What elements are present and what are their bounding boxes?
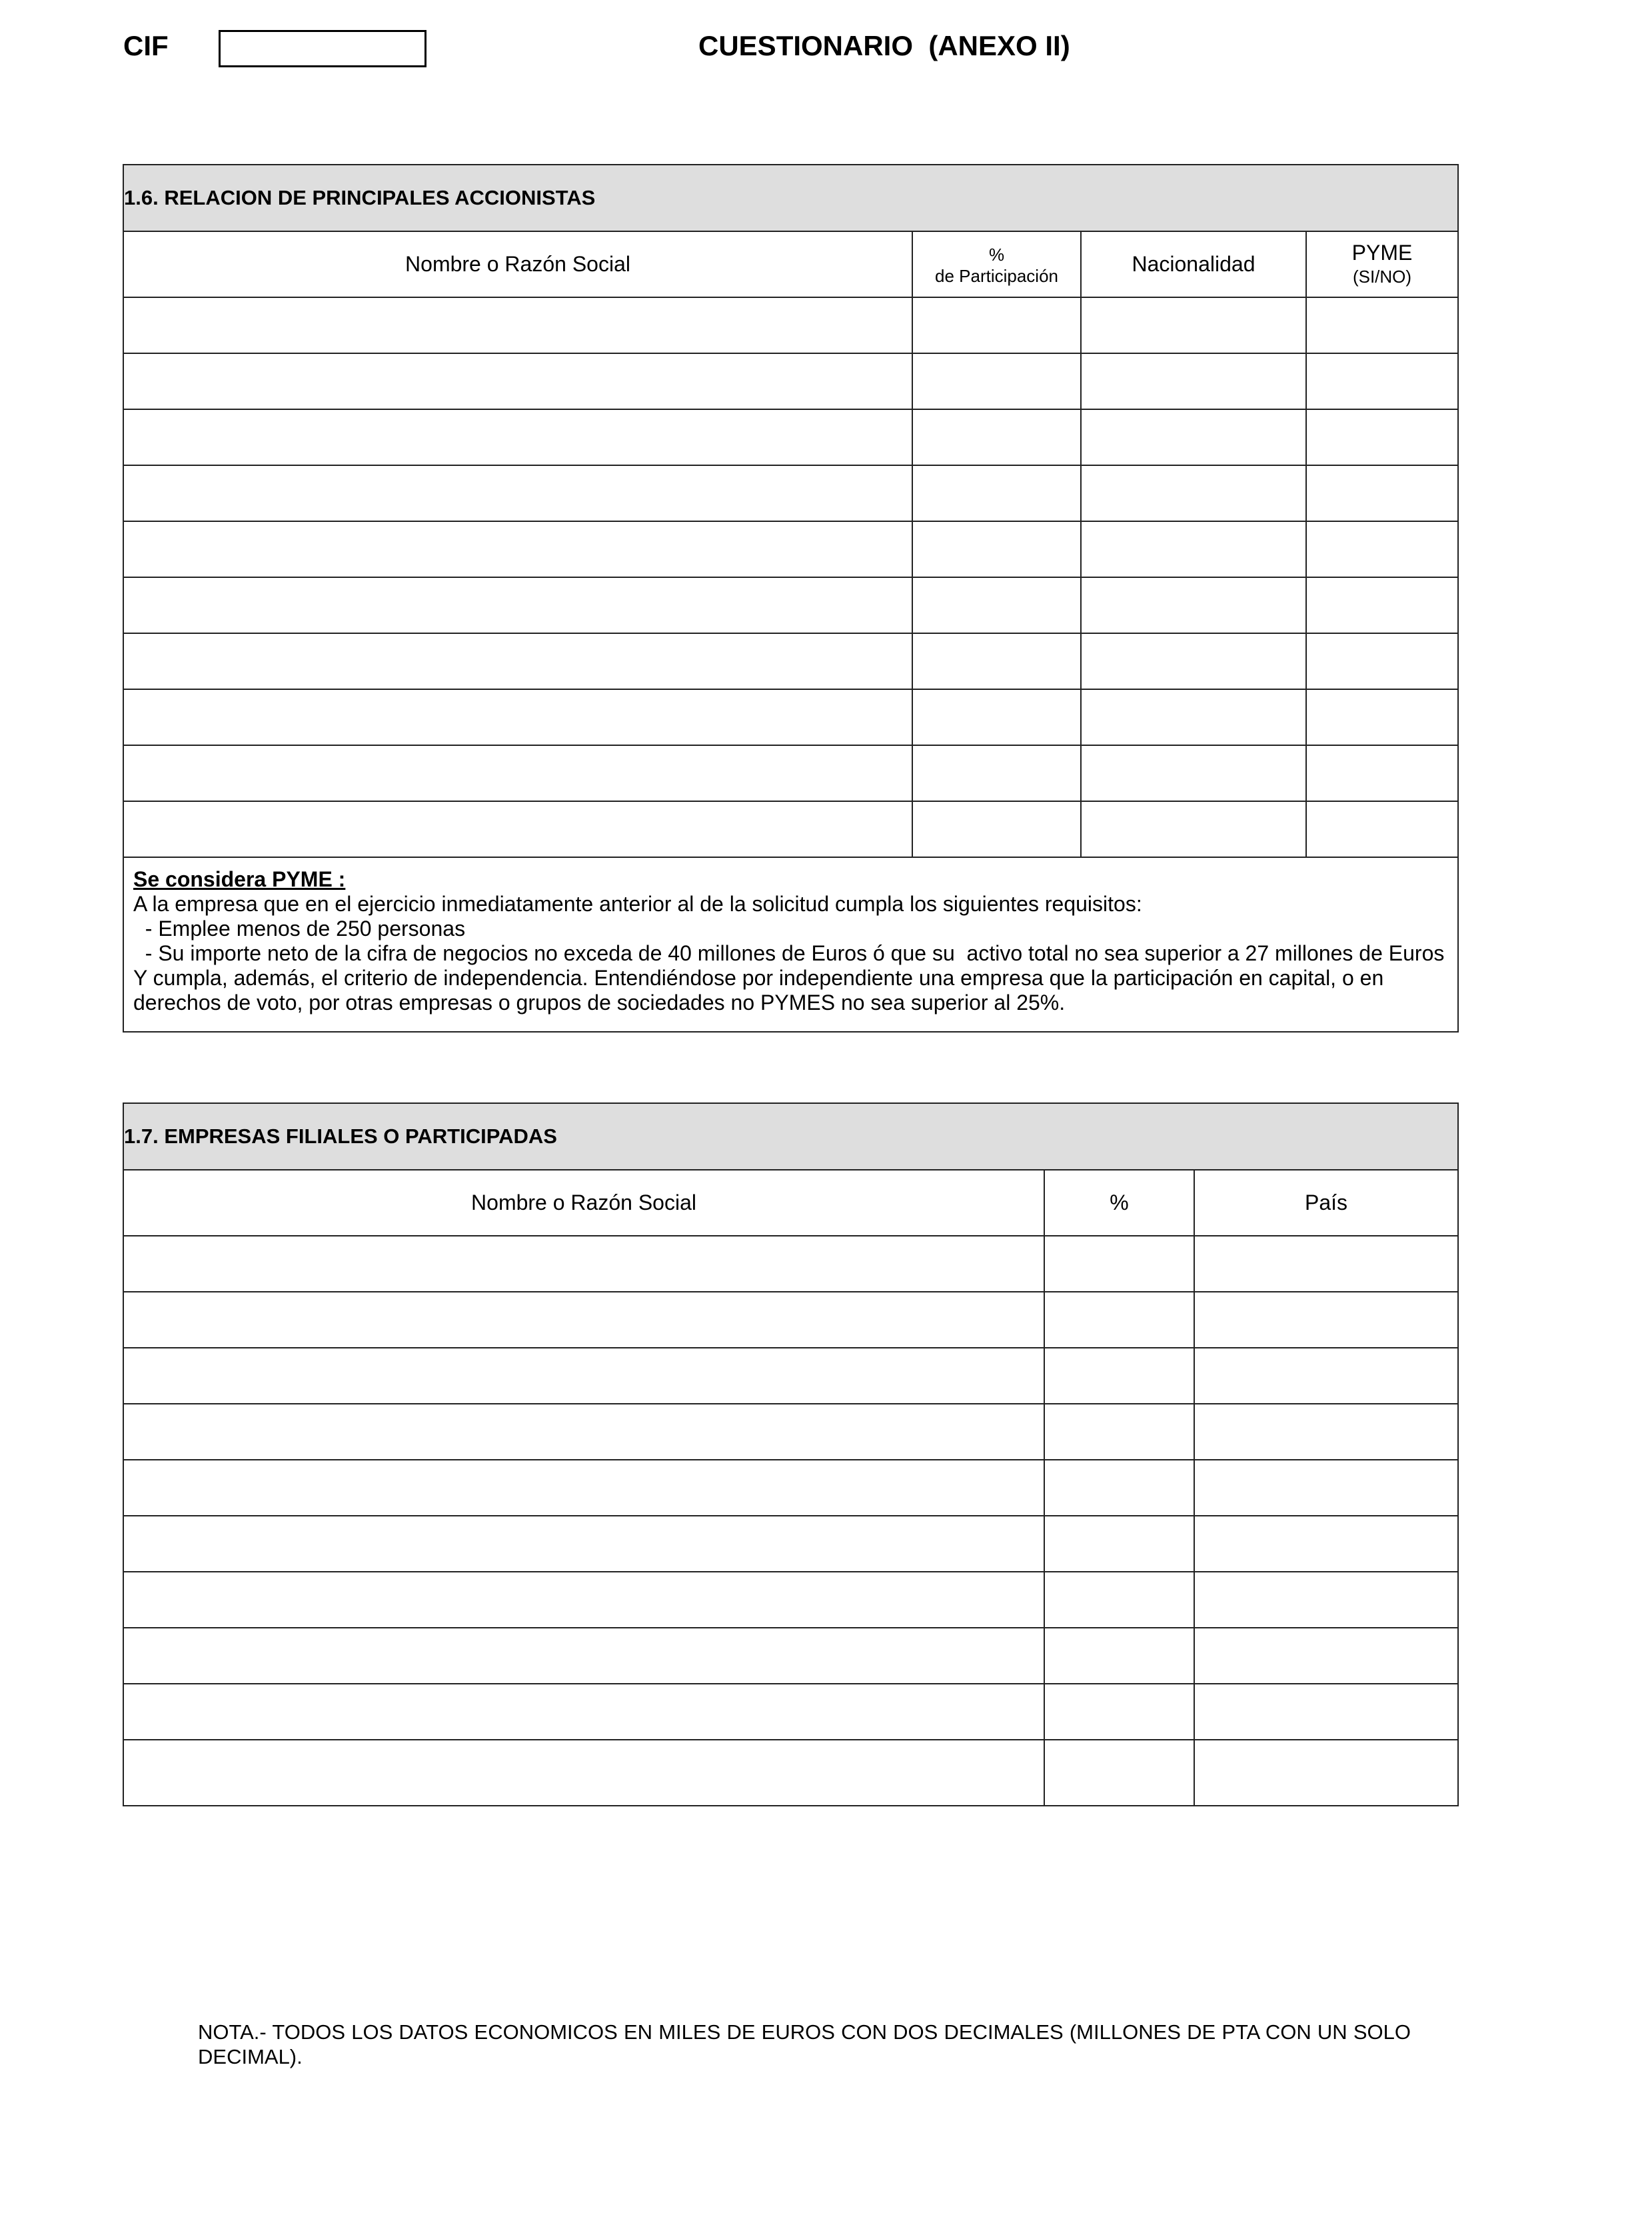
pyme-note-closing: Y cumpla, además, el criterio de independencia. Entendiéndose por independiente una empresa que la participación en capital, o en derechos de voto, por otras empresas o grupos de sociedades no PYMES no sea superior al 25%. (133, 966, 1384, 1015)
percentage-cell[interactable] (912, 745, 1081, 801)
pyme-note-item-1: - Emplee menos de 250 personas (133, 917, 466, 941)
pyme-cell[interactable] (1306, 689, 1458, 745)
table-row (123, 1740, 1458, 1806)
country-cell[interactable] (1194, 1572, 1458, 1628)
table-row (123, 801, 1458, 857)
country-cell[interactable] (1194, 1236, 1458, 1292)
pyme-cell[interactable] (1306, 353, 1458, 409)
pyme-note-intro: A la empresa que en el ejercicio inmediatamente anterior al de la solicitud cumpla los siguientes requisitos: (133, 892, 1142, 916)
name-cell[interactable] (123, 1628, 1044, 1684)
percentage-cell[interactable] (912, 297, 1081, 353)
cif-label: CIF (123, 30, 169, 61)
percentage-cell[interactable] (1044, 1404, 1194, 1460)
name-cell[interactable] (123, 801, 912, 857)
nationality-cell[interactable] (1081, 353, 1306, 409)
name-cell[interactable] (123, 1292, 1044, 1348)
pyme-cell[interactable] (1306, 745, 1458, 801)
name-cell[interactable] (123, 1404, 1044, 1460)
table-row (123, 297, 1458, 353)
percentage-cell[interactable] (912, 521, 1081, 577)
nationality-cell[interactable] (1081, 521, 1306, 577)
table-row (123, 745, 1458, 801)
name-cell[interactable] (123, 689, 912, 745)
column-header-nationality: Nacionalidad (1081, 231, 1306, 297)
name-cell[interactable] (123, 297, 912, 353)
subsidiaries-table (123, 1103, 1459, 1806)
pyme-note-title: Se considera PYME : (133, 867, 346, 891)
percentage-cell[interactable] (1044, 1684, 1194, 1740)
name-cell[interactable] (123, 521, 912, 577)
nationality-cell[interactable] (1081, 465, 1306, 521)
percentage-cell[interactable] (912, 801, 1081, 857)
percentage-cell[interactable] (1044, 1292, 1194, 1348)
percentage-cell[interactable] (1044, 1516, 1194, 1572)
percentage-cell[interactable] (1044, 1460, 1194, 1516)
percentage-cell[interactable] (912, 577, 1081, 633)
section-1-7-title: 1.7. EMPRESAS FILIALES O PARTICIPADAS (123, 1103, 1458, 1170)
table-row (123, 1516, 1458, 1572)
percent-label: de Participación (935, 265, 1058, 286)
country-cell[interactable] (1194, 1348, 1458, 1404)
pyme-cell[interactable] (1306, 297, 1458, 353)
percentage-cell[interactable] (1044, 1740, 1194, 1806)
name-cell[interactable] (123, 1236, 1044, 1292)
nationality-cell[interactable] (1081, 577, 1306, 633)
nationality-cell[interactable] (1081, 297, 1306, 353)
pyme-cell[interactable] (1306, 801, 1458, 857)
section-1-6-title: 1.6. RELACION DE PRINCIPALES ACCIONISTAS (123, 165, 1458, 231)
country-cell[interactable] (1194, 1684, 1458, 1740)
percentage-cell[interactable] (912, 633, 1081, 689)
nationality-cell[interactable] (1081, 409, 1306, 465)
percentage-cell[interactable] (1044, 1236, 1194, 1292)
pyme-cell[interactable] (1306, 633, 1458, 689)
table-row (123, 409, 1458, 465)
table-row (123, 1348, 1458, 1404)
pyme-cell[interactable] (1306, 409, 1458, 465)
table-row (123, 1572, 1458, 1628)
pyme-cell[interactable] (1306, 577, 1458, 633)
name-cell[interactable] (123, 1684, 1044, 1740)
percentage-cell[interactable] (1044, 1572, 1194, 1628)
table-row (123, 521, 1458, 577)
column-header-percentage: % (1044, 1170, 1194, 1236)
name-cell[interactable] (123, 465, 912, 521)
name-cell[interactable] (123, 353, 912, 409)
country-cell[interactable] (1194, 1628, 1458, 1684)
name-cell[interactable] (123, 577, 912, 633)
name-cell[interactable] (123, 1460, 1044, 1516)
pyme-cell[interactable] (1306, 465, 1458, 521)
percent-symbol: % (988, 244, 1005, 265)
pyme-definition-note (123, 857, 1458, 1032)
nationality-cell[interactable] (1081, 633, 1306, 689)
table-row (123, 633, 1458, 689)
table-row (123, 1460, 1458, 1516)
country-cell[interactable] (1194, 1740, 1458, 1806)
name-cell[interactable] (123, 409, 912, 465)
country-cell[interactable] (1194, 1404, 1458, 1460)
percentage-cell[interactable] (1044, 1628, 1194, 1684)
column-header-name: Nombre o Razón Social (123, 231, 912, 297)
pyme-label: PYME (1351, 240, 1413, 265)
table-row (123, 353, 1458, 409)
percentage-cell[interactable] (1044, 1348, 1194, 1404)
shareholders-table (123, 164, 1459, 1033)
table-row (123, 1236, 1458, 1292)
nationality-cell[interactable] (1081, 801, 1306, 857)
column-header-pyme (1306, 231, 1458, 297)
pyme-note-item-2: - Su importe neto de la cifra de negocios no exceda de 40 millones de Euros ó que su activo total no sea superior a 27 millones de Euros (133, 941, 1445, 965)
percentage-cell[interactable] (912, 409, 1081, 465)
nationality-cell[interactable] (1081, 689, 1306, 745)
name-cell[interactable] (123, 745, 912, 801)
pyme-cell[interactable] (1306, 521, 1458, 577)
percentage-cell[interactable] (912, 465, 1081, 521)
table-row (123, 465, 1458, 521)
column-header-percentage (912, 231, 1081, 297)
name-cell[interactable] (123, 633, 912, 689)
country-cell[interactable] (1194, 1516, 1458, 1572)
pyme-sublabel: (SI/NO) (1352, 266, 1412, 287)
table-row (123, 1404, 1458, 1460)
table-row (123, 1684, 1458, 1740)
table-row (123, 1628, 1458, 1684)
name-cell[interactable] (123, 1572, 1044, 1628)
country-cell[interactable] (1194, 1460, 1458, 1516)
table-row (123, 577, 1458, 633)
table-row (123, 689, 1458, 745)
percentage-cell[interactable] (912, 689, 1081, 745)
name-cell[interactable] (123, 1740, 1044, 1806)
country-cell[interactable] (1194, 1292, 1458, 1348)
cif-input-box[interactable] (219, 30, 426, 67)
nationality-cell[interactable] (1081, 745, 1306, 801)
document-title: CUESTIONARIO (ANEXO II) (698, 30, 1070, 61)
column-header-country: País (1194, 1170, 1458, 1236)
economic-data-note: NOTA.- TODOS LOS DATOS ECONOMICOS EN MILES DE EUROS CON DOS DECIMALES (MILLONES DE PTA CON UN SOLO DECIMAL). (198, 2020, 1411, 2068)
percentage-cell[interactable] (912, 353, 1081, 409)
column-header-name: Nombre o Razón Social (123, 1170, 1044, 1236)
name-cell[interactable] (123, 1516, 1044, 1572)
table-row (123, 1292, 1458, 1348)
name-cell[interactable] (123, 1348, 1044, 1404)
